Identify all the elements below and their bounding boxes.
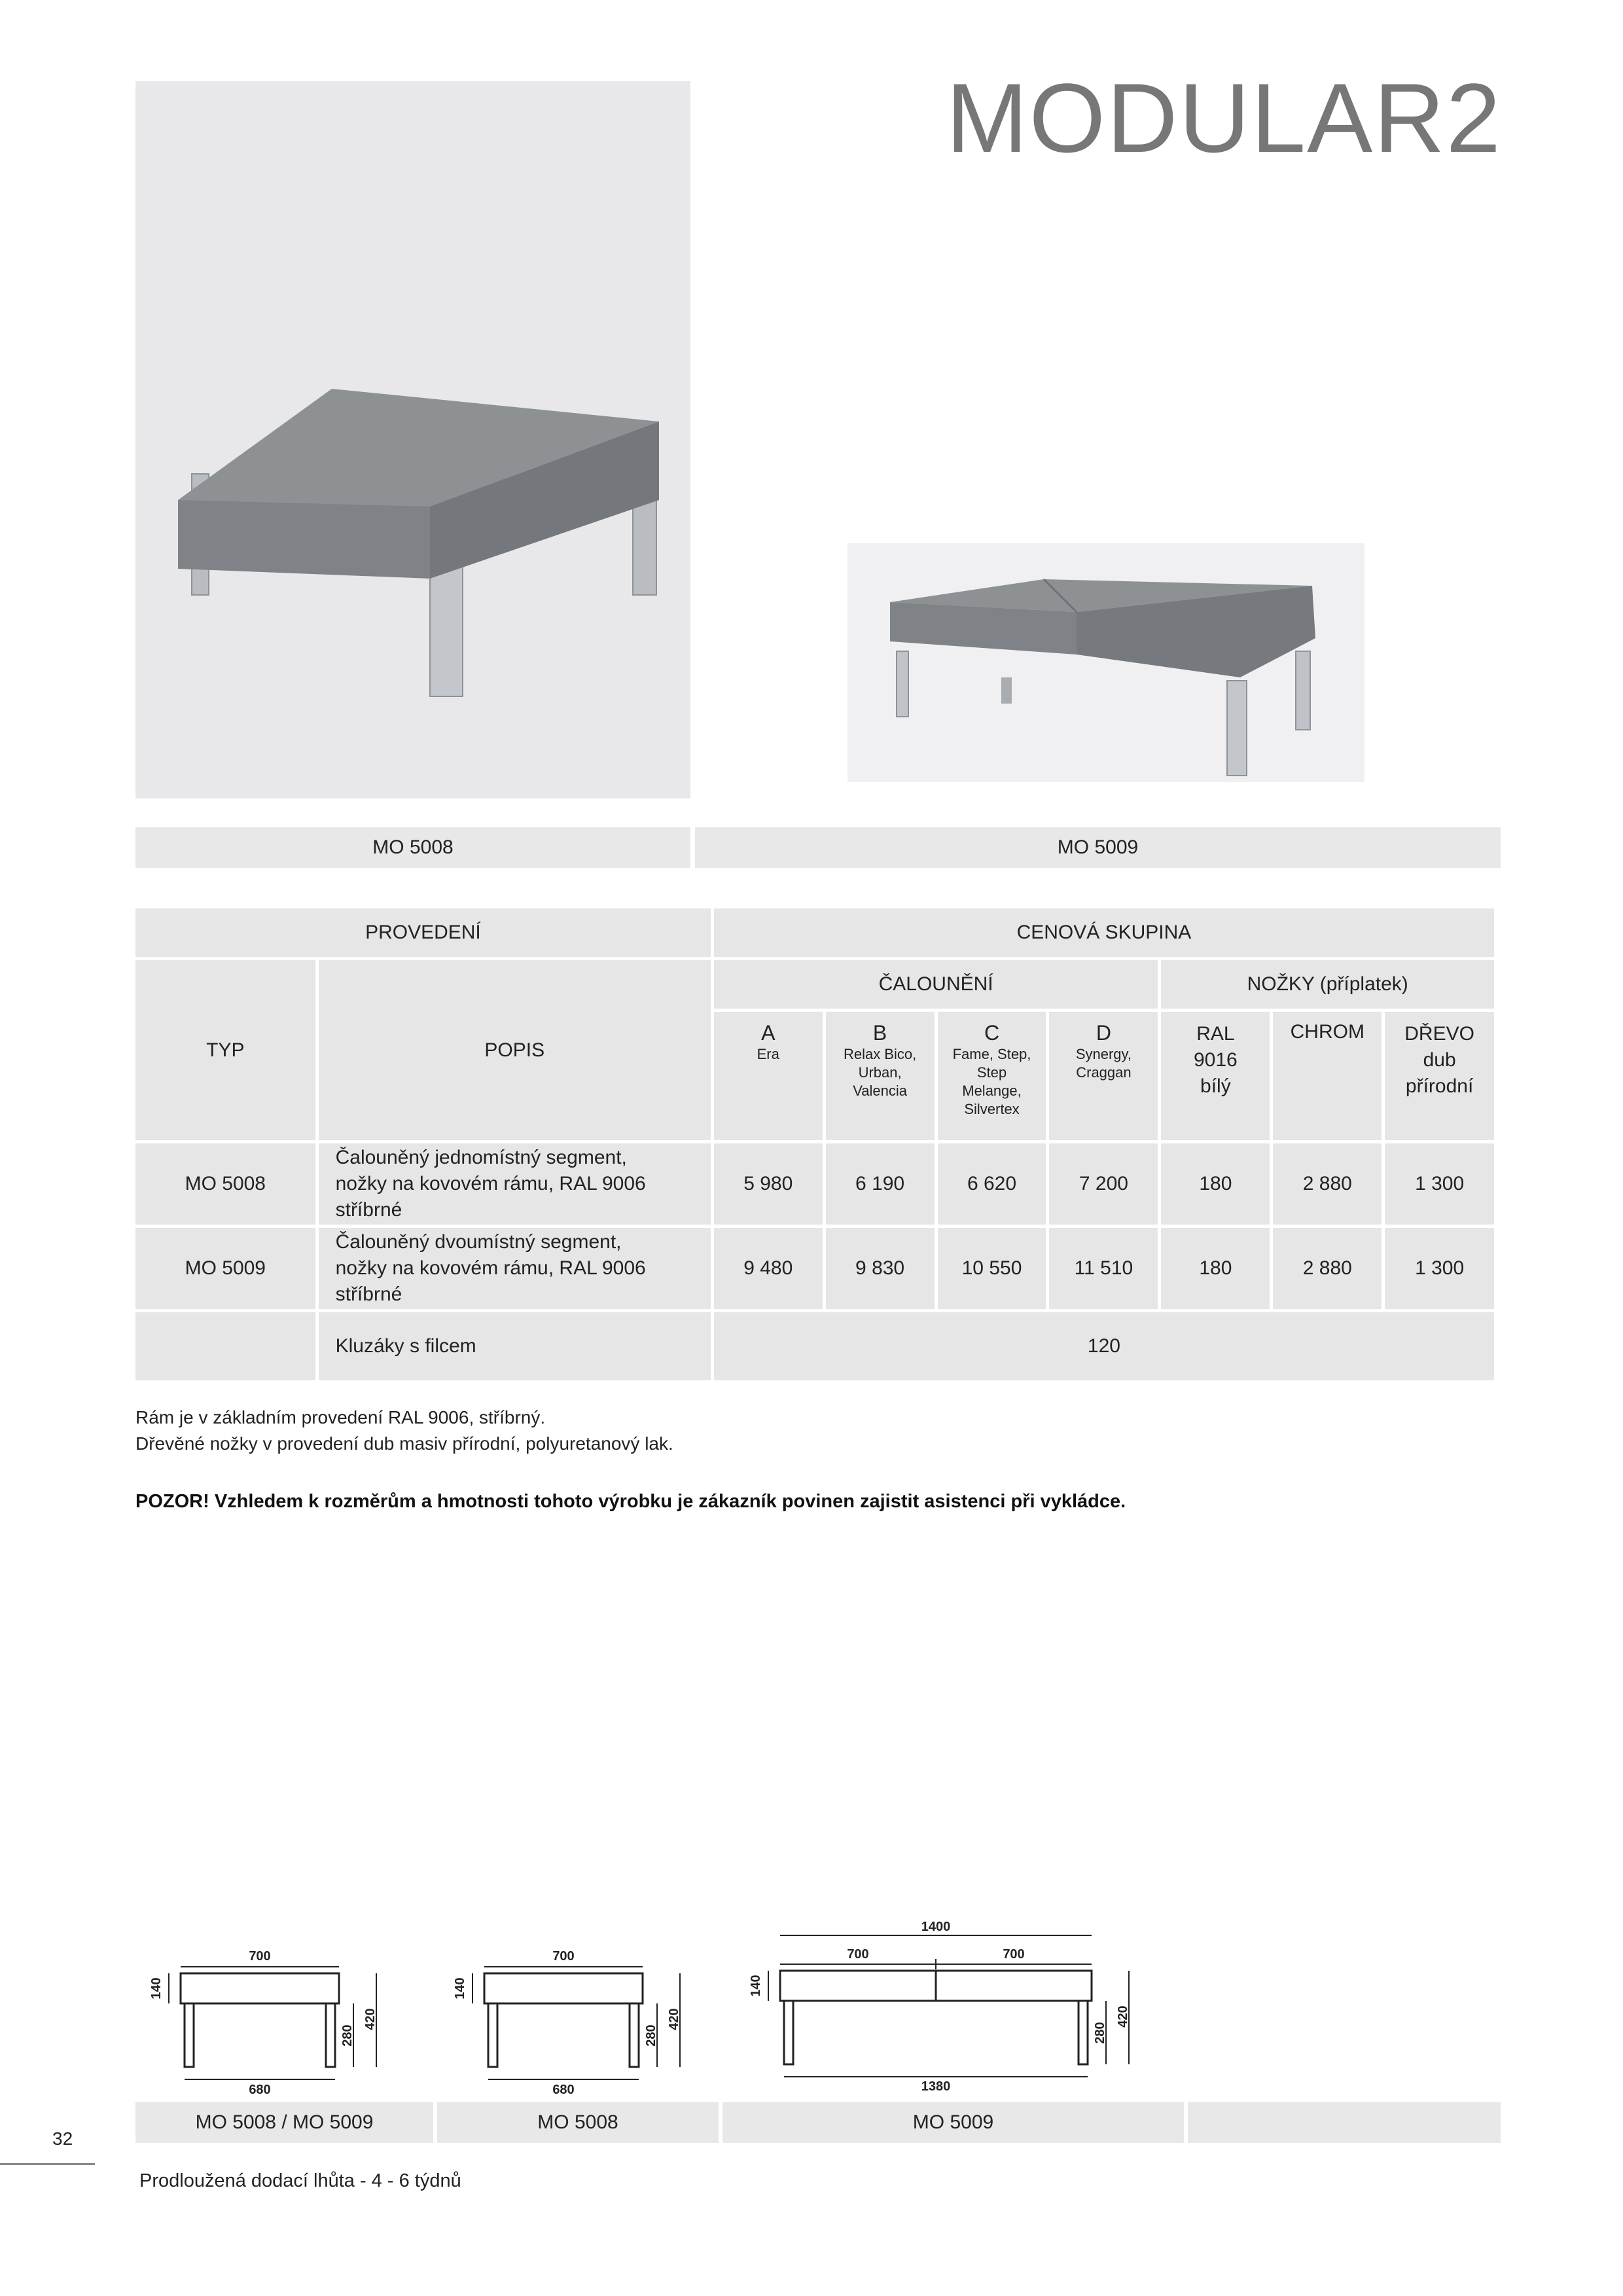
row-popis-extra: Kluzáky s filcem [319, 1312, 711, 1380]
product-photo-mo5008 [135, 81, 690, 798]
header-typ: TYP [135, 960, 315, 1140]
group-fabrics: Era [757, 1046, 779, 1062]
row-popis-line2: nožky na kovovém rámu, RAL 9006 stříbrné [335, 1257, 646, 1305]
price-d: 7 200 [1049, 1143, 1158, 1225]
dim-total-height: 420 [667, 2008, 681, 2030]
row-popis-line1: Čalouněný jednomístný segment, [335, 1147, 627, 1168]
note-legs: Dřevěné nožky v provedení dub masiv přírodní, polyuretanový lak. [135, 1433, 673, 1454]
product-photo-mo5009 [847, 543, 1364, 782]
dim-leg-height: 280 [340, 2024, 355, 2047]
warning-text: POZOR! Vzhledem k rozměrům a hmotnosti tohoto výrobku je zákazník povinen zajistit asistenci při vykládce. [135, 1491, 1126, 1512]
dim-seat-height: 140 [749, 1975, 763, 1997]
price-chrom: 2 880 [1273, 1228, 1382, 1309]
dim-width-top: 700 [552, 1949, 575, 1964]
footer-caption-2: MO 5008 [437, 2102, 719, 2143]
header-nozky: NOŽKY (příplatek) [1161, 960, 1494, 1009]
dim-left-width: 700 [847, 1947, 869, 1962]
price-ral: 180 [1161, 1228, 1270, 1309]
price-b: 9 830 [826, 1228, 935, 1309]
group-b [826, 1012, 935, 1140]
bench-illustration [847, 543, 1364, 782]
caption-mo5008: MO 5008 [135, 827, 690, 868]
ottoman-illustration [135, 81, 690, 798]
dim-width-bottom: 680 [249, 2083, 271, 2097]
page-number: 32 [52, 2128, 73, 2149]
row-popis [319, 1228, 711, 1309]
group-fabrics: Fame, Step, Step Melange, Silvertex [952, 1046, 1031, 1117]
caption-mo5009: MO 5009 [695, 827, 1501, 868]
price-c: 10 550 [938, 1228, 1046, 1309]
dim-leg-height: 280 [1093, 2022, 1107, 2044]
price-a: 5 980 [714, 1143, 823, 1225]
header-provedeni: PROVEDENÍ [135, 908, 711, 957]
header-cenova-skupina: CENOVÁ SKUPINA [714, 908, 1494, 957]
dim-right-width: 700 [1003, 1947, 1025, 1962]
legs-drevo: DŘEVO dub přírodní [1385, 1012, 1494, 1140]
price-table [132, 905, 1497, 1384]
price-b: 6 190 [826, 1143, 935, 1225]
note-frame: Rám je v základním provedení RAL 9006, stříbrný. [135, 1407, 546, 1427]
row-typ: MO 5008 [135, 1143, 315, 1225]
group-fabrics: Synergy, Craggan [1075, 1046, 1132, 1081]
dim-total-height: 420 [363, 2008, 378, 2030]
dim-total-height: 420 [1116, 2005, 1130, 2028]
group-a [714, 1012, 823, 1140]
dim-seat-height: 140 [453, 1977, 467, 2000]
price-d: 11 510 [1049, 1228, 1158, 1309]
header-popis: POPIS [319, 960, 711, 1140]
technical-drawings [131, 1908, 1145, 2098]
price-drevo: 1 300 [1385, 1143, 1494, 1225]
header-calouneni: ČALOUNĚNÍ [714, 960, 1158, 1009]
group-c [938, 1012, 1046, 1140]
group-d [1049, 1012, 1158, 1140]
legs-chrom: CHROM [1273, 1012, 1382, 1140]
group-letter: A [761, 1021, 776, 1045]
page-title: MODULAR2 [946, 63, 1502, 173]
lead-time-note: Prodloužená dodací lhůta - 4 - 6 týdnů [139, 2170, 461, 2191]
row-typ-empty [135, 1312, 315, 1380]
group-letter: B [872, 1021, 887, 1045]
dim-width-top: 700 [249, 1949, 271, 1964]
row-popis-line1: Čalouněný dvoumístný segment, [335, 1231, 622, 1253]
dim-seat-height: 140 [149, 1977, 164, 2000]
legs-ral: RAL 9016 bílý [1161, 1012, 1270, 1140]
drawing-mo5008-a [149, 1949, 378, 2097]
dim-width-bottom: 680 [552, 2083, 575, 2097]
drawing-mo5008-b [453, 1949, 681, 2097]
group-letter: C [984, 1021, 1000, 1045]
footer-caption-3: MO 5009 [722, 2102, 1184, 2143]
dim-overall-width: 1400 [921, 1920, 951, 1934]
price-chrom: 2 880 [1273, 1143, 1382, 1225]
price-a: 9 480 [714, 1228, 823, 1309]
price-c: 6 620 [938, 1143, 1046, 1225]
price-ral: 180 [1161, 1143, 1270, 1225]
row-popis-line2: nožky na kovovém rámu, RAL 9006 stříbrné [335, 1173, 646, 1221]
row-popis [319, 1143, 711, 1225]
dim-leg-height: 280 [644, 2024, 658, 2047]
group-fabrics: Relax Bico, Urban, Valencia [843, 1046, 917, 1099]
dim-width-bottom: 1380 [921, 2079, 951, 2094]
row-typ: MO 5009 [135, 1228, 315, 1309]
footer-caption-4 [1188, 2102, 1501, 2143]
page-number-rule [0, 2163, 95, 2165]
price-extra: 120 [714, 1312, 1494, 1380]
price-drevo: 1 300 [1385, 1228, 1494, 1309]
drawing-mo5009 [749, 1920, 1130, 2094]
group-letter: D [1096, 1021, 1111, 1045]
footer-caption-1: MO 5008 / MO 5009 [135, 2102, 433, 2143]
